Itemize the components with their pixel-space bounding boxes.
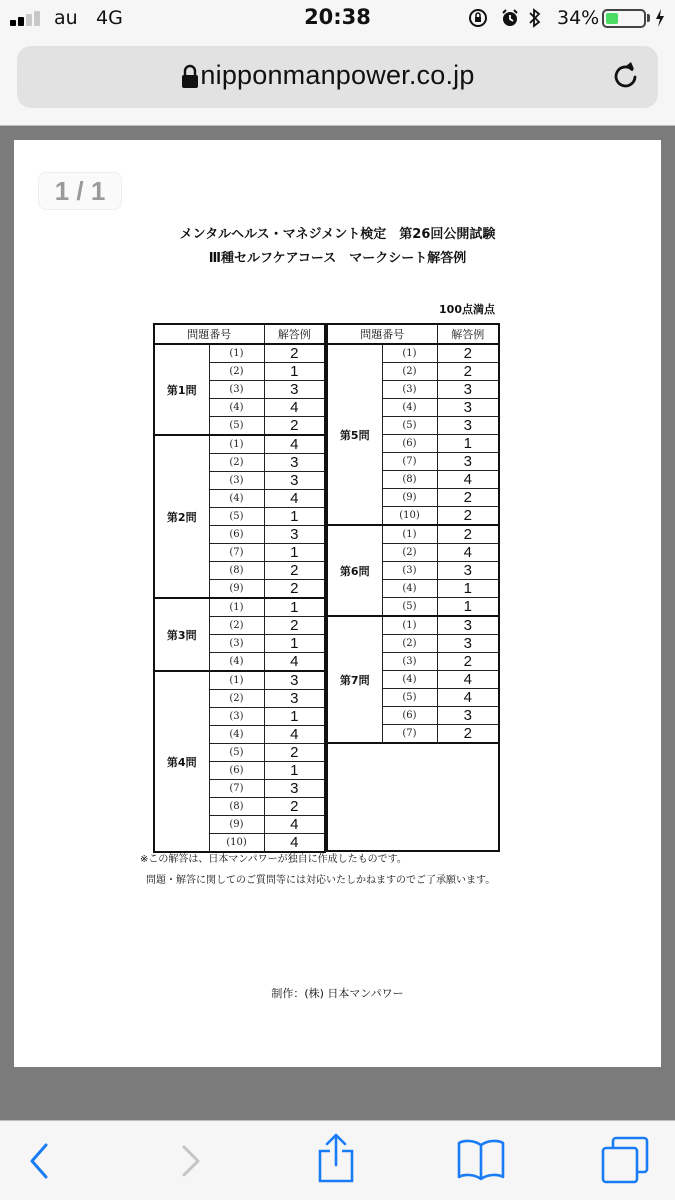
- sub-question-number: (4): [382, 671, 437, 689]
- sub-question-number: (5): [382, 598, 437, 617]
- question-label: 第4問: [154, 671, 209, 852]
- sub-question-number: (6): [209, 526, 264, 544]
- answer-table-left: [153, 323, 326, 853]
- note-line2: 問題・解答に関してのご質問等には対応いたしかねますのでご了承願います。: [146, 875, 496, 886]
- header-question: 問題番号: [154, 324, 264, 344]
- question-label: 第2問: [154, 435, 209, 598]
- answer-value: 2: [264, 617, 325, 635]
- answer-value: 4: [437, 544, 499, 562]
- document-title-line2: Ⅲ種セルフケアコース マークシート解答例: [208, 251, 467, 266]
- answer-value: 3: [437, 562, 499, 580]
- answer-value: 2: [437, 725, 499, 744]
- answer-value: 2: [437, 507, 499, 526]
- sub-question-number: (4): [209, 490, 264, 508]
- alarm-icon: [500, 8, 520, 28]
- sub-question-number: (3): [209, 381, 264, 399]
- share-icon[interactable]: [316, 1133, 356, 1185]
- header-answer: 解答例: [264, 324, 325, 344]
- answer-value: 3: [264, 526, 325, 544]
- header-answer: 解答例: [437, 324, 499, 344]
- answer-value: 3: [264, 780, 325, 798]
- answer-value: 3: [264, 454, 325, 472]
- answer-value: 1: [264, 635, 325, 653]
- sub-question-number: (2): [382, 544, 437, 562]
- sub-question-number: (3): [209, 708, 264, 726]
- sub-question-number: (4): [382, 580, 437, 598]
- answer-value: 2: [437, 363, 499, 381]
- answer-value: 4: [437, 471, 499, 489]
- producer-label: 制作：(株) 日本マンパワー: [271, 987, 404, 1000]
- answer-table-right: [326, 323, 500, 852]
- question-label: 第5問: [327, 344, 382, 525]
- answer-value: 4: [437, 671, 499, 689]
- clock: 20:38: [304, 5, 371, 29]
- charging-icon: [654, 8, 666, 28]
- sub-question-number: (2): [382, 635, 437, 653]
- score-label: 100点満点: [439, 303, 495, 316]
- page-indicator: 1 / 1: [38, 172, 122, 210]
- sub-question-number: (4): [209, 726, 264, 744]
- sub-question-number: (3): [209, 635, 264, 653]
- question-label: 第3問: [154, 598, 209, 671]
- answer-value: 3: [264, 472, 325, 490]
- answer-value: 2: [264, 580, 325, 599]
- network-label: 4G: [96, 7, 123, 29]
- answer-value: 4: [264, 490, 325, 508]
- table-row: [327, 344, 499, 363]
- answer-value: 2: [264, 744, 325, 762]
- answer-value: 2: [437, 344, 499, 363]
- reload-icon[interactable]: [610, 60, 642, 92]
- bookmarks-icon[interactable]: [456, 1137, 506, 1181]
- sub-question-number: (7): [382, 725, 437, 744]
- answer-value: 1: [264, 762, 325, 780]
- empty-area: [327, 743, 499, 851]
- answer-value: 4: [264, 653, 325, 672]
- sub-question-number: (1): [382, 616, 437, 635]
- header-question: 問題番号: [327, 324, 437, 344]
- sub-question-number: (9): [209, 816, 264, 834]
- sub-question-number: (7): [209, 544, 264, 562]
- answer-value: 3: [437, 616, 499, 635]
- answer-value: 1: [437, 435, 499, 453]
- question-label: 第7問: [327, 616, 382, 743]
- answer-value: 1: [264, 708, 325, 726]
- question-label: 第1問: [154, 344, 209, 435]
- document-page: [14, 140, 661, 1067]
- carrier-label: au: [54, 7, 78, 29]
- answer-value: 3: [437, 381, 499, 399]
- sub-question-number: (8): [382, 471, 437, 489]
- sub-question-number: (1): [209, 671, 264, 690]
- sub-question-number: (10): [209, 834, 264, 853]
- table-row: [154, 671, 325, 690]
- sub-question-number: (3): [382, 653, 437, 671]
- sub-question-number: (4): [209, 653, 264, 672]
- answer-value: 2: [264, 417, 325, 436]
- sub-question-number: (1): [382, 344, 437, 363]
- sub-question-number: (5): [209, 508, 264, 526]
- table-row: [154, 598, 325, 617]
- sub-question-number: (7): [382, 453, 437, 471]
- note-line1: ※この解答は、日本マンパワーが独自に作成したものです。: [140, 854, 407, 865]
- sub-question-number: (8): [209, 562, 264, 580]
- sub-question-number: (7): [209, 780, 264, 798]
- answer-value: 2: [264, 798, 325, 816]
- answer-value: 2: [437, 525, 499, 544]
- back-icon[interactable]: [26, 1141, 52, 1181]
- sub-question-number: (1): [209, 344, 264, 363]
- answer-value: 4: [264, 435, 325, 454]
- answer-value: 4: [264, 399, 325, 417]
- forward-icon[interactable]: [178, 1143, 204, 1179]
- status-bar: [0, 0, 675, 36]
- answer-value: 1: [264, 363, 325, 381]
- answer-value: 2: [264, 562, 325, 580]
- answer-value: 3: [437, 453, 499, 471]
- sub-question-number: (6): [382, 707, 437, 725]
- sub-question-number: (5): [382, 689, 437, 707]
- answer-value: 3: [264, 381, 325, 399]
- sub-question-number: (9): [382, 489, 437, 507]
- question-label: 第6問: [327, 525, 382, 616]
- sub-question-number: (3): [209, 472, 264, 490]
- answer-value: 3: [437, 707, 499, 725]
- sub-question-number: (8): [209, 798, 264, 816]
- table-row: [154, 344, 325, 363]
- table-row: [154, 435, 325, 454]
- answer-value: 4: [437, 689, 499, 707]
- sub-question-number: (10): [382, 507, 437, 526]
- bluetooth-icon: [528, 8, 542, 28]
- sub-question-number: (2): [209, 363, 264, 381]
- sub-question-number: (2): [209, 454, 264, 472]
- answer-value: 2: [437, 653, 499, 671]
- answer-value: 2: [264, 344, 325, 363]
- answer-value: 4: [264, 816, 325, 834]
- battery-icon: [602, 9, 646, 28]
- sub-question-number: (2): [209, 617, 264, 635]
- sub-question-number: (3): [382, 381, 437, 399]
- bottom-toolbar: [0, 1120, 675, 1200]
- sub-question-number: (1): [209, 598, 264, 617]
- browser-chrome: [0, 0, 675, 126]
- sub-question-number: (5): [209, 744, 264, 762]
- table-row: [327, 525, 499, 544]
- url-text[interactable]: nipponmanpower.co.jp: [200, 60, 475, 90]
- answer-value: 3: [437, 635, 499, 653]
- sub-question-number: (1): [382, 525, 437, 544]
- answer-value: 3: [264, 671, 325, 690]
- answer-value: 1: [264, 598, 325, 617]
- answer-value: 1: [264, 544, 325, 562]
- sub-question-number: (6): [382, 435, 437, 453]
- document-title-line1: メンタルヘルス・マネジメント検定 第26回公開試験: [179, 227, 496, 242]
- answer-value: 3: [264, 690, 325, 708]
- answer-value: 2: [437, 489, 499, 507]
- battery-percent: 34%: [557, 7, 600, 29]
- sub-question-number: (6): [209, 762, 264, 780]
- sub-question-number: (2): [209, 690, 264, 708]
- sub-question-number: (9): [209, 580, 264, 599]
- answer-value: 4: [264, 726, 325, 744]
- answer-value: 4: [264, 834, 325, 853]
- sub-question-number: (1): [209, 435, 264, 454]
- tabs-icon[interactable]: [600, 1135, 650, 1185]
- answer-value: 3: [437, 399, 499, 417]
- sub-question-number: (2): [382, 363, 437, 381]
- sub-question-number: (5): [382, 417, 437, 435]
- answer-value: 1: [264, 508, 325, 526]
- answer-value: 1: [437, 580, 499, 598]
- sub-question-number: (3): [382, 562, 437, 580]
- sub-question-number: (4): [209, 399, 264, 417]
- sub-question-number: (4): [382, 399, 437, 417]
- sub-question-number: (5): [209, 417, 264, 436]
- orientation-lock-icon: [468, 8, 488, 28]
- address-bar[interactable]: [17, 46, 658, 108]
- answer-value: 1: [437, 598, 499, 617]
- table-row: [327, 616, 499, 635]
- answer-value: 3: [437, 417, 499, 435]
